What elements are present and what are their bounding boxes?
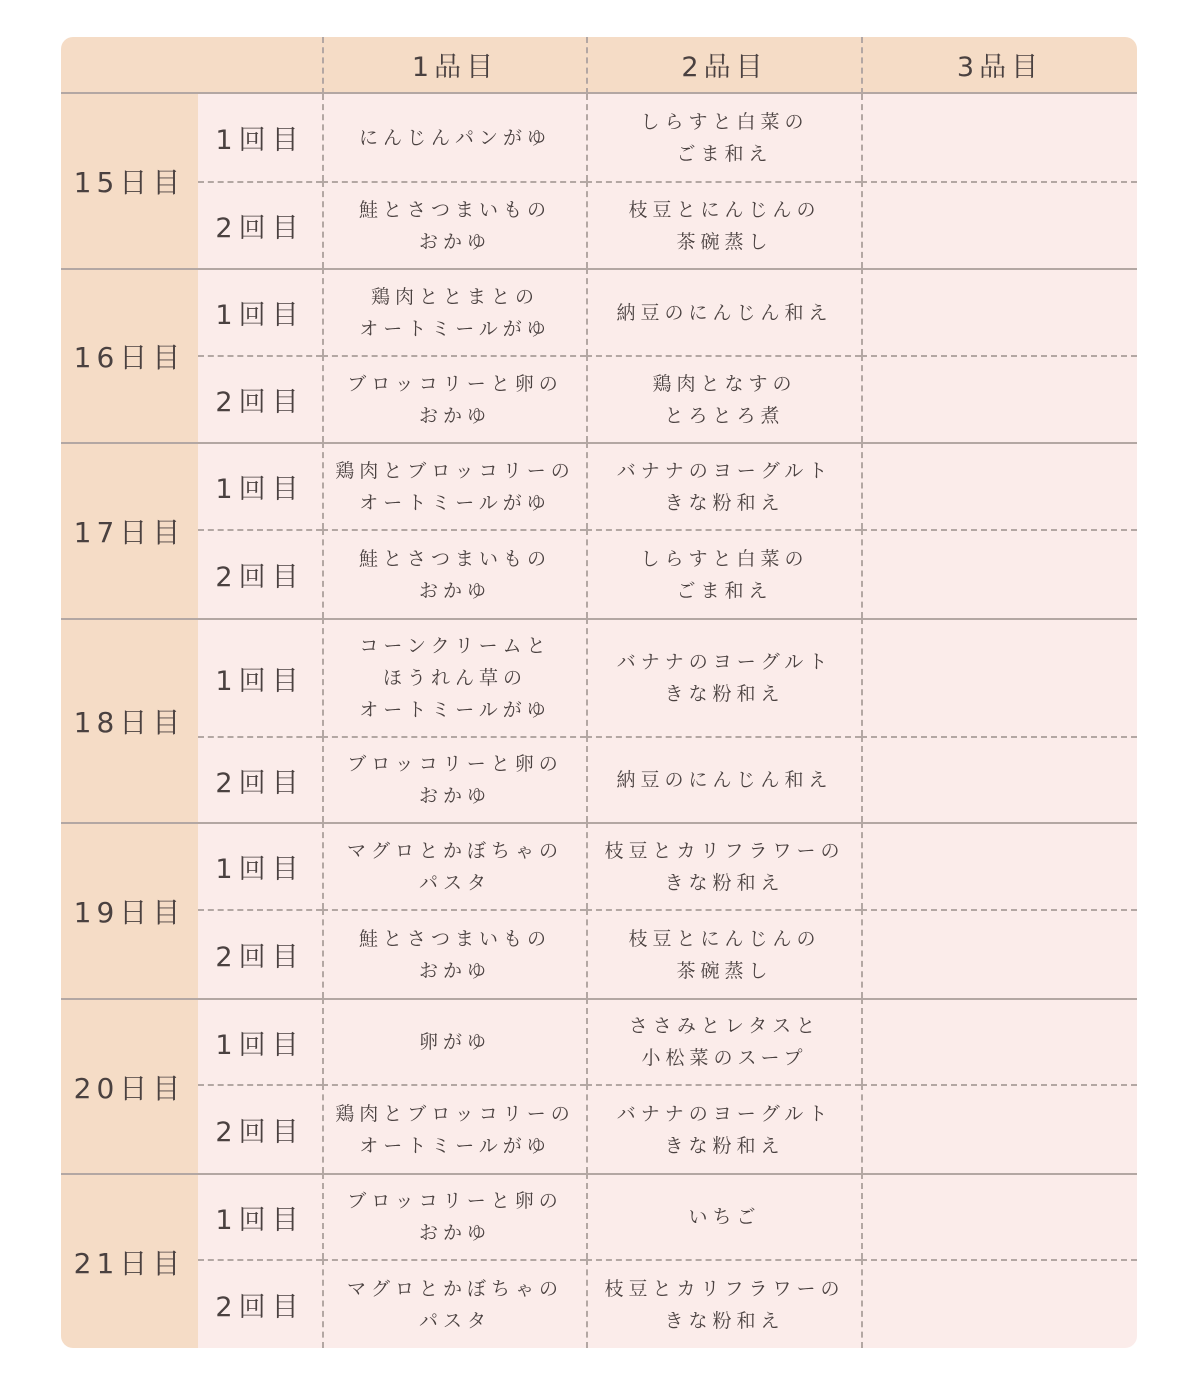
dish-3-cell: [861, 1259, 1137, 1348]
dish-2-text: バナナのヨーグルト きな粉和え: [616, 1102, 833, 1157]
dish-1-text: 鮭とさつまいもの おかゆ: [358, 927, 551, 982]
dish-2-text: バナナのヨーグルト きな粉和え: [616, 459, 833, 514]
dish-2-cell: [586, 822, 861, 909]
dish-1-cell: [322, 1259, 586, 1348]
dish-1-text: にんじんパンがゆ: [358, 126, 551, 149]
table-row: [61, 618, 1137, 736]
table-row: [61, 998, 1137, 1084]
table-row: [61, 822, 1137, 909]
dish-1-text: コーンクリームと ほうれん草の オートミールがゆ: [359, 635, 551, 721]
table-row: [61, 181, 1137, 268]
dish-2-cell: [586, 94, 861, 181]
dish-2-cell: [586, 442, 861, 529]
dish-1-cell: [322, 529, 586, 618]
table-row: [61, 268, 1137, 355]
dish-2-text: 枝豆とカリフラワーの きな粉和え: [604, 839, 845, 894]
dish-1-text: 鶏肉ととまとの オートミールがゆ: [359, 285, 551, 340]
meal-label: 2回目: [198, 1259, 322, 1348]
dish-2-text: バナナのヨーグルト きな粉和え: [616, 651, 833, 705]
dish-1-cell: [322, 94, 586, 181]
meal-label: 2回目: [198, 1084, 322, 1173]
dish-3-cell: [861, 442, 1137, 529]
meal-label: 1回目: [198, 822, 322, 909]
dish-1-text: ブロッコリーと卵の おかゆ: [347, 1190, 563, 1244]
dish-2-cell: [586, 1173, 861, 1259]
dish-2-cell: [586, 1259, 861, 1348]
dish-3-cell: [861, 998, 1137, 1084]
meal-label: 2回目: [198, 529, 322, 618]
meal-label: 1回目: [198, 442, 322, 529]
meal-label: 2回目: [198, 909, 322, 998]
dish-2-text: 枝豆とカリフラワーの きな粉和え: [604, 1277, 845, 1332]
header-dish-1: 1品目: [322, 37, 586, 94]
dish-1-text: マグロとかぼちゃの パスタ: [346, 1277, 563, 1332]
dish-2-cell: [586, 618, 861, 736]
dish-2-cell: [586, 529, 861, 618]
dish-3-cell: [861, 618, 1137, 736]
header-dish-3: 3品目: [861, 37, 1137, 94]
header-row: [61, 37, 1137, 94]
dish-3-cell: [861, 529, 1137, 618]
dish-2-text: 枝豆とにんじんの 茶碗蒸し: [628, 927, 821, 982]
meal-label: 2回目: [198, 181, 322, 268]
baby-food-menu-table: [61, 37, 1137, 1348]
day-label: 16日目: [61, 268, 198, 442]
header-corner: [61, 37, 322, 94]
dish-2-text: しらすと白菜の ごま和え: [640, 110, 809, 165]
dish-1-cell: [322, 618, 586, 736]
dish-1-cell: [322, 181, 586, 268]
dish-3-cell: [861, 94, 1137, 181]
day-label: 15日目: [61, 94, 198, 268]
dish-1-text: ブロッコリーと卵の おかゆ: [347, 372, 563, 427]
dish-2-text: 枝豆とにんじんの 茶碗蒸し: [628, 198, 821, 253]
dish-2-cell: [586, 268, 861, 355]
dish-1-text: 鮭とさつまいもの おかゆ: [358, 547, 551, 602]
meal-label: 1回目: [198, 1173, 322, 1259]
dish-1-text: 鶏肉とブロッコリーの オートミールがゆ: [335, 1102, 575, 1157]
dish-1-cell: [322, 442, 586, 529]
dish-1-text: ブロッコリーと卵の おかゆ: [347, 753, 563, 807]
meal-label: 1回目: [198, 94, 322, 181]
dish-2-text: 納豆のにんじん和え: [616, 301, 833, 324]
table-row: [61, 1084, 1137, 1173]
table-row: [61, 355, 1137, 442]
table-row: [61, 1173, 1137, 1259]
dish-3-cell: [861, 1173, 1137, 1259]
dish-2-text: ささみとレタスと 小松菜のスープ: [628, 1015, 821, 1069]
meal-label: 2回目: [198, 355, 322, 442]
dish-2-text: しらすと白菜の ごま和え: [640, 547, 809, 602]
table-row: [61, 442, 1137, 529]
dish-3-cell: [861, 268, 1137, 355]
table-row: [61, 736, 1137, 822]
dish-3-cell: [861, 736, 1137, 822]
dish-2-cell: [586, 1084, 861, 1173]
header-dish-2: 2品目: [586, 37, 861, 94]
dish-1-cell: [322, 998, 586, 1084]
dish-1-text: マグロとかぼちゃの パスタ: [346, 839, 563, 894]
dish-1-text: 鶏肉とブロッコリーの オートミールがゆ: [335, 459, 575, 514]
meal-label: 1回目: [198, 618, 322, 736]
meal-label: 1回目: [198, 268, 322, 355]
dish-1-cell: [322, 736, 586, 822]
dish-1-text: 鮭とさつまいもの おかゆ: [358, 198, 551, 253]
meal-label: 1回目: [198, 998, 322, 1084]
dish-3-cell: [861, 909, 1137, 998]
dish-3-cell: [861, 181, 1137, 268]
dish-2-cell: [586, 181, 861, 268]
dish-2-text: 鶏肉となすの とろとろ煮: [652, 372, 797, 427]
dish-3-cell: [861, 1084, 1137, 1173]
meal-label: 2回目: [198, 736, 322, 822]
dish-3-cell: [861, 355, 1137, 442]
day-label: 18日目: [61, 618, 198, 822]
dish-1-cell: [322, 268, 586, 355]
day-label: 20日目: [61, 998, 198, 1173]
dish-2-cell: [586, 909, 861, 998]
day-label: 21日目: [61, 1173, 198, 1348]
dish-1-cell: [322, 909, 586, 998]
table-row: [61, 529, 1137, 618]
table-row: [61, 909, 1137, 998]
dish-1-text: 卵がゆ: [418, 1031, 491, 1053]
day-label: 19日目: [61, 822, 198, 998]
dish-1-cell: [322, 822, 586, 909]
dish-2-text: 納豆のにんじん和え: [616, 769, 833, 791]
day-label: 17日目: [61, 442, 198, 618]
dish-2-cell: [586, 355, 861, 442]
table-row: [61, 94, 1137, 181]
dish-1-cell: [322, 1173, 586, 1259]
dish-1-cell: [322, 355, 586, 442]
dish-2-text: いちご: [688, 1206, 761, 1228]
dish-3-cell: [861, 822, 1137, 909]
dish-2-cell: [586, 998, 861, 1084]
dish-2-cell: [586, 736, 861, 822]
dish-1-cell: [322, 1084, 586, 1173]
table-row: [61, 1259, 1137, 1348]
